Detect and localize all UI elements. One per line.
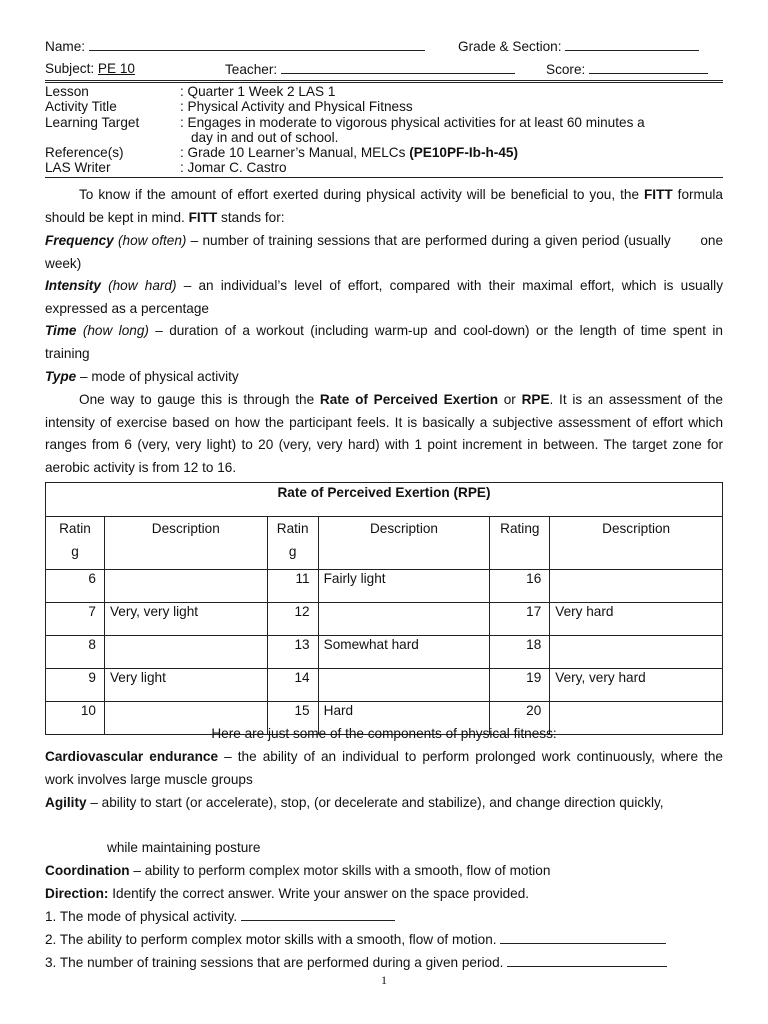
las-writer-value: : Jomar C. Castro: [180, 160, 287, 175]
rpe-table: [45, 482, 723, 735]
rpe-text-3: . It is an assessment of the intensity of exercise based on how the participant feels. It is basically a subjective assessment of effort which ranges from 6 (very, very light) to 20 (very, very hard) with 1 point increment in between. The target zone for aerobic activity is from 12 to 16.: [45, 392, 723, 475]
rpe-cell: 6: [46, 570, 105, 603]
fitt-frequency-hint: (how often): [113, 233, 187, 248]
score-label: Score:: [546, 62, 586, 77]
learning-target-value: : Engages in moderate to vigorous physical activities for at least 60 minutes a: [180, 115, 645, 130]
question-3-text: 3. The number of training sessions that are performed during a given period.: [45, 955, 504, 970]
header-divider-top: [45, 80, 723, 81]
rpe-text-1: One way to gauge this is through the: [79, 392, 320, 407]
question-1-text: 1. The mode of physical activity.: [45, 909, 238, 924]
rpe-header-description-1: Description: [104, 517, 267, 570]
rpe-table-title: Rate of Perceived Exertion (RPE): [46, 483, 723, 517]
intro-fitt-1: FITT: [643, 187, 673, 202]
score-blank[interactable]: [589, 61, 708, 74]
rpe-cell: [550, 570, 723, 603]
direction-line: [45, 883, 723, 906]
rpe-cell: Very, very hard: [550, 669, 723, 702]
direction-label: Direction:: [45, 886, 109, 901]
rpe-header-description-2: Description: [318, 517, 490, 570]
rpe-cell: 20: [490, 702, 550, 735]
subject-label: Subject:: [45, 61, 95, 76]
table-row: [46, 603, 723, 636]
name-label: Name:: [45, 39, 86, 54]
fitt-intensity-hint: (how hard): [100, 278, 177, 293]
component-agility: [45, 792, 723, 815]
fitt-frequency-term: Frequency: [45, 233, 114, 248]
question-2-answer-blank[interactable]: [500, 931, 666, 944]
component-agility-def: – ability to start (or accelerate), stop, (or decelerate and stabilize), and change direction quickly,: [86, 795, 664, 810]
fitt-intensity: [45, 275, 723, 320]
rpe-cell: Very light: [104, 669, 267, 702]
rpe-cell: 11: [267, 570, 318, 603]
component-coordination-def: – ability to perform complex motor skills with a smooth, flow of motion: [129, 863, 551, 878]
table-row: [46, 636, 723, 669]
rpe-abbr: RPE: [521, 392, 550, 407]
rpe-cell: 19: [490, 669, 550, 702]
fitt-type-def: – mode of physical activity: [76, 369, 239, 384]
rpe-cell: 10: [46, 702, 105, 735]
rpe-cell: Somewhat hard: [318, 636, 490, 669]
table-row: [46, 570, 723, 603]
fitt-intensity-term: Intensity: [45, 278, 101, 293]
references-text: : Grade 10 Learner’s Manual, MELCs: [180, 145, 410, 160]
rpe-cell: 16: [490, 570, 550, 603]
rpe-cell: [318, 603, 490, 636]
teacher-row: [225, 61, 515, 77]
components-intro: Here are just some of the components of physical fitness:: [211, 726, 557, 741]
rpe-cell: Very, very light: [104, 603, 267, 636]
grade-row: [458, 38, 699, 54]
rpe-cell: 8: [46, 636, 105, 669]
question-3: [45, 954, 667, 970]
intro-fitt-2: FITT: [188, 209, 218, 225]
fitt-time-hint: (how long): [76, 323, 149, 338]
rpe-cell: [104, 636, 267, 669]
component-cardio: [45, 746, 723, 791]
component-coordination-term: Coordination: [45, 863, 130, 878]
rpe-cell: 18: [490, 636, 550, 669]
fitt-time: [45, 320, 723, 365]
grade-label: Grade & Section:: [458, 39, 562, 54]
teacher-blank[interactable]: [281, 61, 515, 74]
question-2-text: 2. The ability to perform complex motor skills with a smooth, flow of motion.: [45, 932, 497, 947]
score-row: [546, 61, 708, 77]
references-code: (PE10PF-Ib-h-45): [409, 145, 518, 160]
references-value: [180, 145, 720, 160]
fitt-frequency-def: – number of training sessions that are performed during a given period (usually one week): [45, 233, 727, 271]
activity-title-value: : Physical Activity and Physical Fitness: [180, 99, 413, 114]
learning-target-value-2: day in and out of school.: [191, 130, 339, 145]
component-agility-term: Agility: [45, 795, 87, 810]
question-3-answer-blank[interactable]: [507, 954, 667, 967]
intro-paragraph: [45, 184, 723, 229]
teacher-label: Teacher:: [225, 62, 278, 77]
fitt-frequency: [45, 230, 727, 275]
question-1: [45, 908, 395, 924]
learning-target-key: Learning Target: [45, 115, 140, 130]
rpe-header-rating-3: Rating: [490, 517, 550, 570]
subject-value: PE 10: [97, 61, 135, 76]
table-row: [46, 669, 723, 702]
question-1-answer-blank[interactable]: [241, 908, 395, 921]
rpe-cell: 7: [46, 603, 105, 636]
rpe-cell: Hard: [318, 702, 490, 735]
references-key: Reference(s): [45, 145, 124, 160]
direction-text: Identify the correct answer. Write your answer on the space provided.: [108, 886, 530, 901]
intro-text-1: To know if the amount of effort exerted during physical activity will be beneficial to you, the: [79, 187, 644, 202]
activity-title-key: Activity Title: [45, 99, 117, 114]
subject-row: [45, 61, 135, 76]
intro-text-2: formula should be kept in mind.: [45, 187, 723, 225]
component-coordination: [45, 860, 723, 883]
rpe-header-rating-2: Ratin g: [267, 517, 318, 570]
rpe-cell: [550, 636, 723, 669]
component-agility-cont: while maintaining posture: [107, 840, 261, 855]
rpe-table-header-row: [46, 517, 723, 570]
rpe-paragraph: [45, 389, 723, 479]
rpe-cell: 14: [267, 669, 318, 702]
rpe-cell: 9: [46, 669, 105, 702]
fitt-time-term: Time: [45, 323, 77, 338]
las-writer-key: LAS Writer: [45, 160, 111, 175]
grade-blank[interactable]: [565, 38, 699, 51]
rpe-cell: 13: [267, 636, 318, 669]
rpe-header-description-3: Description: [550, 517, 723, 570]
rpe-cell: 15: [267, 702, 318, 735]
page-number: 1: [381, 973, 387, 987]
name-row: [45, 38, 425, 54]
name-blank[interactable]: [89, 38, 425, 51]
lesson-value: : Quarter 1 Week 2 LAS 1: [180, 84, 336, 99]
rpe-term: Rate of Perceived Exertion: [319, 392, 499, 407]
rpe-cell: Very hard: [550, 603, 723, 636]
rpe-cell: 17: [490, 603, 550, 636]
question-2: [45, 931, 666, 947]
header-divider-bottom: [45, 82, 723, 83]
rpe-table-title-row: [46, 483, 723, 517]
intro-text-3: stands for:: [217, 209, 285, 225]
rpe-cell: [104, 570, 267, 603]
rpe-text-2: or: [498, 392, 522, 407]
component-cardio-def: – the ability of an individual to perform prolonged work continuously, where the work involves large muscle groups: [45, 749, 723, 787]
lesson-key: Lesson: [45, 84, 89, 99]
rpe-cell: Fairly light: [318, 570, 490, 603]
component-cardio-term: Cardiovascular endurance: [45, 749, 219, 764]
fitt-type-term: Type: [45, 369, 77, 384]
fitt-intensity-def: – an individual’s level of effort, compared with their maximal effort, which is usually expressed as a percentage: [45, 278, 723, 316]
rpe-header-rating-1: Ratin g: [46, 517, 105, 570]
rpe-cell: [318, 669, 490, 702]
fitt-time-def: – duration of a workout (including warm-up and cool-down) or the length of time spent in training: [45, 323, 723, 361]
rpe-cell: 12: [267, 603, 318, 636]
meta-divider: [45, 177, 723, 178]
fitt-type: [45, 366, 723, 389]
